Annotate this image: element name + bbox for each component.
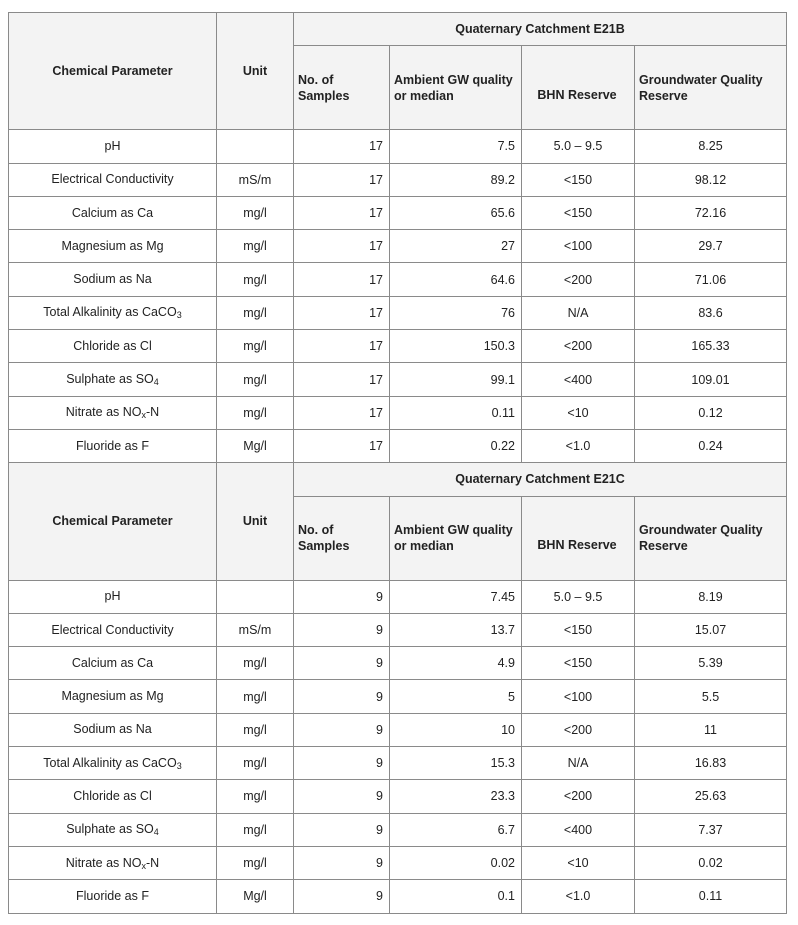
section-header-row xyxy=(9,13,787,46)
cell-parameter xyxy=(9,330,217,363)
cell-unit: mg/l xyxy=(217,330,294,363)
cell-bhn-reserve: <150 xyxy=(522,647,635,680)
cell-samples: 17 xyxy=(294,330,390,363)
cell-ambient: 0.02 xyxy=(390,846,522,879)
cell-unit: mg/l xyxy=(217,780,294,813)
cell-gw-quality-reserve: 98.12 xyxy=(635,163,787,196)
cell-ambient: 13.7 xyxy=(390,613,522,646)
table-row xyxy=(9,713,787,746)
table-row xyxy=(9,580,787,613)
table-row xyxy=(9,396,787,429)
cell-unit: mg/l xyxy=(217,230,294,263)
cell-parameter xyxy=(9,846,217,879)
parameter-name: Sulphate as SO xyxy=(66,372,154,387)
cell-ambient: 150.3 xyxy=(390,330,522,363)
cell-samples: 17 xyxy=(294,263,390,296)
cell-bhn-reserve: <150 xyxy=(522,163,635,196)
cell-ambient: 7.45 xyxy=(390,580,522,613)
cell-ambient: 65.6 xyxy=(390,196,522,229)
cell-samples: 9 xyxy=(294,813,390,846)
cell-gw-quality-reserve: 5.5 xyxy=(635,680,787,713)
cell-unit: mg/l xyxy=(217,363,294,396)
cell-bhn-reserve: <1.0 xyxy=(522,429,635,462)
cell-parameter xyxy=(9,429,217,462)
cell-parameter xyxy=(9,813,217,846)
cell-samples: 17 xyxy=(294,296,390,329)
cell-parameter xyxy=(9,580,217,613)
parameter-subscript: 3 xyxy=(176,310,182,321)
table-row xyxy=(9,780,787,813)
parameter-suffix: -N xyxy=(146,405,160,420)
parameter-name: Calcium as Ca xyxy=(71,655,154,670)
parameter-name: pH xyxy=(104,589,121,604)
parameter-name: Electrical Conductivity xyxy=(51,172,174,187)
cell-ambient: 23.3 xyxy=(390,780,522,813)
cell-gw-quality-reserve: 165.33 xyxy=(635,330,787,363)
cell-bhn-reserve: <10 xyxy=(522,396,635,429)
header-bhn-reserve: BHN Reserve xyxy=(522,46,635,130)
cell-parameter xyxy=(9,196,217,229)
cell-parameter xyxy=(9,713,217,746)
cell-samples: 9 xyxy=(294,846,390,879)
table-body xyxy=(9,13,787,914)
cell-samples: 9 xyxy=(294,880,390,913)
cell-gw-quality-reserve: 0.11 xyxy=(635,880,787,913)
table-row xyxy=(9,429,787,462)
cell-gw-quality-reserve: 109.01 xyxy=(635,363,787,396)
parameter-name: Sodium as Na xyxy=(73,722,152,737)
table-row xyxy=(9,163,787,196)
cell-ambient: 6.7 xyxy=(390,813,522,846)
header-unit: Unit xyxy=(217,13,294,130)
header-gw-quality-reserve: Groundwater Quality Reserve xyxy=(635,46,787,130)
parameter-name: Calcium as Ca xyxy=(71,205,154,220)
cell-bhn-reserve: 5.0 – 9.5 xyxy=(522,130,635,163)
cell-bhn-reserve: N/A xyxy=(522,296,635,329)
cell-ambient: 76 xyxy=(390,296,522,329)
table-row xyxy=(9,196,787,229)
parameter-name: Total Alkalinity as CaCO xyxy=(43,305,177,320)
cell-unit: mg/l xyxy=(217,813,294,846)
cell-bhn-reserve: N/A xyxy=(522,747,635,780)
cell-samples: 9 xyxy=(294,747,390,780)
cell-ambient: 64.6 xyxy=(390,263,522,296)
header-unit: Unit xyxy=(217,463,294,580)
parameter-name: Total Alkalinity as CaCO xyxy=(43,755,177,770)
table-row xyxy=(9,680,787,713)
cell-parameter xyxy=(9,880,217,913)
cell-gw-quality-reserve: 15.07 xyxy=(635,613,787,646)
cell-unit: mg/l xyxy=(217,296,294,329)
parameter-name: Magnesium as Mg xyxy=(61,238,164,253)
section-header-row xyxy=(9,463,787,496)
table-row xyxy=(9,880,787,913)
table-row xyxy=(9,296,787,329)
cell-bhn-reserve: <100 xyxy=(522,230,635,263)
cell-unit: mS/m xyxy=(217,163,294,196)
cell-bhn-reserve: <150 xyxy=(522,196,635,229)
cell-unit: mg/l xyxy=(217,846,294,879)
cell-unit: mg/l xyxy=(217,196,294,229)
cell-bhn-reserve: <400 xyxy=(522,813,635,846)
cell-samples: 17 xyxy=(294,196,390,229)
cell-samples: 17 xyxy=(294,396,390,429)
cell-gw-quality-reserve: 29.7 xyxy=(635,230,787,263)
header-bhn-reserve: BHN Reserve xyxy=(522,496,635,580)
parameter-name: Chloride as Cl xyxy=(73,338,152,353)
cell-samples: 17 xyxy=(294,363,390,396)
cell-bhn-reserve: <200 xyxy=(522,780,635,813)
cell-unit: mg/l xyxy=(217,747,294,780)
cell-samples: 9 xyxy=(294,580,390,613)
cell-samples: 17 xyxy=(294,163,390,196)
cell-gw-quality-reserve: 5.39 xyxy=(635,647,787,680)
cell-samples: 9 xyxy=(294,613,390,646)
cell-unit: mg/l xyxy=(217,396,294,429)
cell-gw-quality-reserve: 72.16 xyxy=(635,196,787,229)
parameter-name: Nitrate as NO xyxy=(65,405,142,420)
cell-bhn-reserve: <100 xyxy=(522,680,635,713)
cell-parameter xyxy=(9,363,217,396)
header-ambient: Ambient GW quality or median xyxy=(390,496,522,580)
table-row xyxy=(9,263,787,296)
cell-ambient: 4.9 xyxy=(390,647,522,680)
table-row xyxy=(9,813,787,846)
cell-unit: Mg/l xyxy=(217,429,294,462)
parameter-suffix: -N xyxy=(146,855,160,870)
cell-gw-quality-reserve: 71.06 xyxy=(635,263,787,296)
cell-bhn-reserve: <200 xyxy=(522,713,635,746)
header-no-of-samples: No. of Samples xyxy=(294,496,390,580)
header-no-of-samples: No. of Samples xyxy=(294,46,390,130)
cell-bhn-reserve: <200 xyxy=(522,263,635,296)
table-row xyxy=(9,747,787,780)
cell-samples: 9 xyxy=(294,680,390,713)
cell-samples: 17 xyxy=(294,130,390,163)
cell-parameter xyxy=(9,163,217,196)
header-ambient: Ambient GW quality or median xyxy=(390,46,522,130)
cell-unit: mg/l xyxy=(217,713,294,746)
cell-samples: 9 xyxy=(294,780,390,813)
cell-parameter xyxy=(9,780,217,813)
cell-bhn-reserve: <400 xyxy=(522,363,635,396)
table-row xyxy=(9,846,787,879)
table-row xyxy=(9,363,787,396)
parameter-name: Electrical Conductivity xyxy=(51,622,174,637)
cell-bhn-reserve: <200 xyxy=(522,330,635,363)
parameter-name: Fluoride as F xyxy=(76,888,149,903)
cell-bhn-reserve: <150 xyxy=(522,613,635,646)
parameter-subscript: 3 xyxy=(176,760,182,771)
cell-parameter xyxy=(9,130,217,163)
cell-gw-quality-reserve: 7.37 xyxy=(635,813,787,846)
header-chemical-parameter: Chemical Parameter xyxy=(9,13,217,130)
cell-gw-quality-reserve: 25.63 xyxy=(635,780,787,813)
cell-ambient: 99.1 xyxy=(390,363,522,396)
cell-unit: Mg/l xyxy=(217,880,294,913)
cell-gw-quality-reserve: 0.24 xyxy=(635,429,787,462)
cell-ambient: 0.22 xyxy=(390,429,522,462)
cell-ambient: 27 xyxy=(390,230,522,263)
water-quality-table xyxy=(8,12,787,914)
parameter-subscript: x xyxy=(141,860,146,871)
parameter-subscript: x xyxy=(141,410,146,421)
parameter-subscript: 4 xyxy=(153,827,159,838)
header-catchment: Quaternary Catchment E21C xyxy=(294,463,787,496)
cell-unit xyxy=(217,580,294,613)
cell-parameter xyxy=(9,680,217,713)
cell-ambient: 5 xyxy=(390,680,522,713)
parameter-name: Fluoride as F xyxy=(76,438,149,453)
cell-unit: mg/l xyxy=(217,263,294,296)
cell-gw-quality-reserve: 16.83 xyxy=(635,747,787,780)
cell-unit: mg/l xyxy=(217,647,294,680)
cell-bhn-reserve: 5.0 – 9.5 xyxy=(522,580,635,613)
cell-unit xyxy=(217,130,294,163)
cell-parameter xyxy=(9,296,217,329)
cell-ambient: 10 xyxy=(390,713,522,746)
header-catchment: Quaternary Catchment E21B xyxy=(294,13,787,46)
cell-parameter xyxy=(9,647,217,680)
cell-bhn-reserve: <1.0 xyxy=(522,880,635,913)
header-chemical-parameter: Chemical Parameter xyxy=(9,463,217,580)
parameter-name: Nitrate as NO xyxy=(65,855,142,870)
parameter-subscript: 4 xyxy=(153,377,159,388)
parameter-name: Magnesium as Mg xyxy=(61,689,164,704)
cell-samples: 9 xyxy=(294,647,390,680)
cell-ambient: 15.3 xyxy=(390,747,522,780)
table-row xyxy=(9,330,787,363)
cell-gw-quality-reserve: 11 xyxy=(635,713,787,746)
cell-ambient: 7.5 xyxy=(390,130,522,163)
cell-parameter xyxy=(9,613,217,646)
table-row xyxy=(9,230,787,263)
cell-unit: mg/l xyxy=(217,680,294,713)
table-row xyxy=(9,130,787,163)
parameter-name: Chloride as Cl xyxy=(73,788,152,803)
cell-ambient: 89.2 xyxy=(390,163,522,196)
cell-parameter xyxy=(9,263,217,296)
cell-bhn-reserve: <10 xyxy=(522,846,635,879)
cell-ambient: 0.1 xyxy=(390,880,522,913)
cell-parameter xyxy=(9,747,217,780)
cell-gw-quality-reserve: 0.12 xyxy=(635,396,787,429)
cell-gw-quality-reserve: 83.6 xyxy=(635,296,787,329)
cell-gw-quality-reserve: 0.02 xyxy=(635,846,787,879)
cell-samples: 9 xyxy=(294,713,390,746)
cell-parameter xyxy=(9,396,217,429)
cell-gw-quality-reserve: 8.25 xyxy=(635,130,787,163)
cell-parameter xyxy=(9,230,217,263)
cell-gw-quality-reserve: 8.19 xyxy=(635,580,787,613)
header-gw-quality-reserve: Groundwater Quality Reserve xyxy=(635,496,787,580)
cell-samples: 17 xyxy=(294,429,390,462)
parameter-name: Sodium as Na xyxy=(73,272,152,287)
document-page xyxy=(8,12,786,914)
cell-unit: mS/m xyxy=(217,613,294,646)
cell-ambient: 0.11 xyxy=(390,396,522,429)
cell-samples: 17 xyxy=(294,230,390,263)
parameter-name: Sulphate as SO xyxy=(66,822,154,837)
parameter-name: pH xyxy=(104,138,121,153)
table-row xyxy=(9,647,787,680)
table-row xyxy=(9,613,787,646)
